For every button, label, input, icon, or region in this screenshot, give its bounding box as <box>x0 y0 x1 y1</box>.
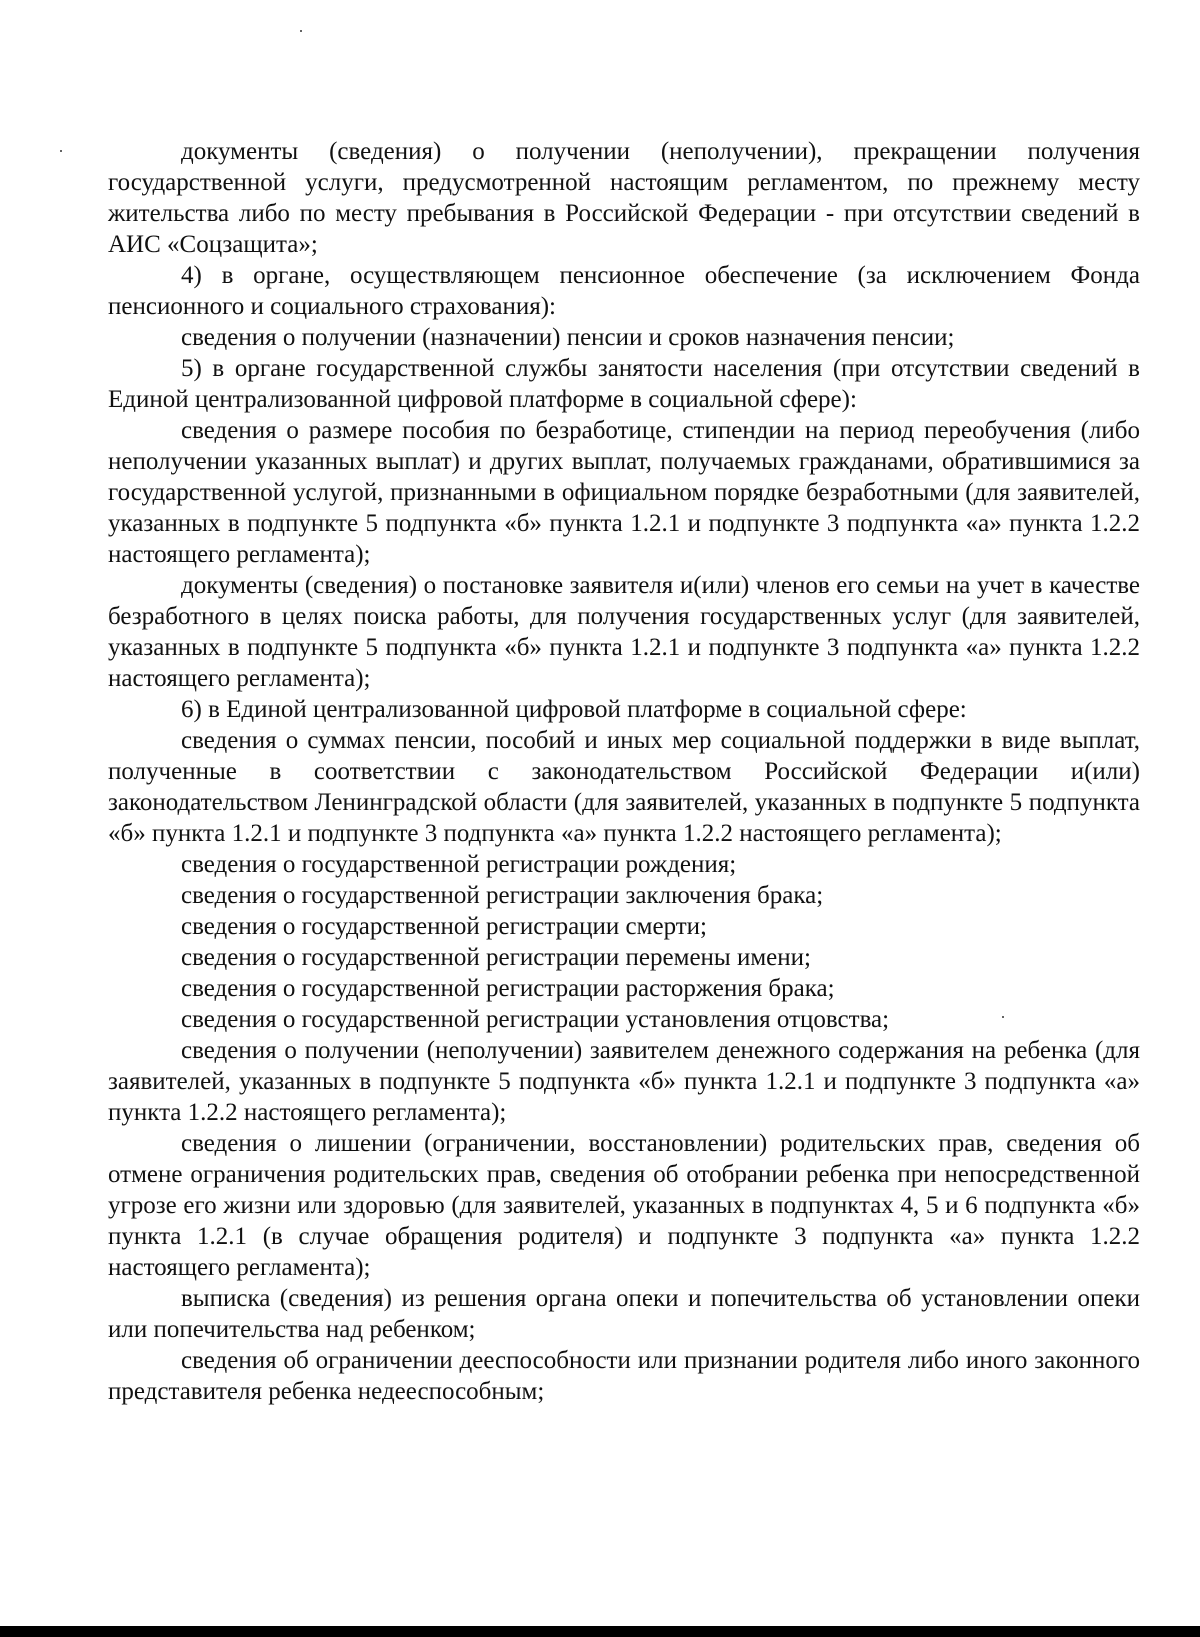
paragraph: сведения о государственной регистрации перемены имени; <box>181 944 811 971</box>
scan-speck <box>60 150 62 152</box>
paragraph: сведения об ограничении дееспособности или признании родителя либо иного законного представителя ребенка недееспособным; <box>108 1347 1140 1405</box>
paragraph: документы (сведения) о постановке заявителя и(или) членов его семьи на учет в качестве безработного в целях поиска работы, для получения государственных услуг (для заявителей, указанных в подпункте 5 подпункта «б» пункта 1.2.1 и подпункте 3 подпункта «а» пункта 1.2.2 настоящего регламента); <box>108 572 1140 692</box>
paragraph: сведения о лишении (ограничении, восстановлении) родительских прав, сведения об отмене ограничения родительских прав, сведения об отобрании ребенка при непосредственной угрозе его жизни или здоровью (для заявителей, указанных в подпунктах 4, 5 и 6 подпункта «б» пункта 1.2.1 (в случае обращения родителя) и подпункте 3 подпункта «а» пункта 1.2.2 настоящего регламента); <box>108 1130 1140 1281</box>
document-page <box>108 136 1140 1407</box>
paragraph: выписка (сведения) из решения органа опеки и попечительства об установлении опеки или попечительства над ребенком; <box>108 1285 1140 1343</box>
paragraph: сведения о получении (назначении) пенсии и сроков назначения пенсии; <box>181 324 955 351</box>
paragraph: документы (сведения) о получении (неполучении), прекращении получения государственной услуги, предусмотренной настоящим регламентом, по прежнему месту жительства либо по месту пребывания в Российской Федерации - при отсутствии сведений в АИС «Соцзащита»; <box>108 138 1140 258</box>
scan-speck <box>300 30 302 32</box>
paragraph: сведения о государственной регистрации заключения брака; <box>181 882 824 909</box>
paragraph: сведения о суммах пенсии, пособий и иных мер социальной поддержки в виде выплат, полученные в соответствии с законодательством Российской Федерации и(или) законодательством Ленинградской области (для заявителей, указанных в подпункте 5 подпункта «б» пункта 1.2.1 и подпункте 3 подпункта «а» пункта 1.2.2 настоящего регламента); <box>108 727 1140 847</box>
paragraph: сведения о государственной регистрации смерти; <box>181 913 707 940</box>
paragraph: 5) в органе государственной службы занятости населения (при отсутствии сведений в Единой централизованной цифровой платформе в социальной сфере): <box>108 355 1140 413</box>
scan-bottom-edge <box>0 1626 1200 1637</box>
paragraph: сведения о государственной регистрации расторжения брака; <box>181 975 835 1002</box>
paragraph: 4) в органе, осуществляющем пенсионное обеспечение (за исключением Фонда пенсионного и социального страхования): <box>108 262 1140 320</box>
paragraph: сведения о размере пособия по безработице, стипендии на период переобучения (либо неполучении указанных выплат) и других выплат, получаемых гражданами, обратившимися за государственной услугой, признанными в официальном порядке безработными (для заявителей, указанных в подпункте 5 подпункта «б» пункта 1.2.1 и подпункте 3 подпункта «а» пункта 1.2.2 настоящего регламента); <box>108 417 1140 568</box>
paragraph: сведения о получении (неполучении) заявителем денежного содержания на ребенка (для заявителей, указанных в подпункте 5 подпункта «б» пункта 1.2.1 и подпункте 3 подпункта «а» пункта 1.2.2 настоящего регламента); <box>108 1037 1140 1126</box>
paragraph: сведения о государственной регистрации рождения; <box>181 851 737 878</box>
paragraph: сведения о государственной регистрации установления отцовства; <box>181 1006 890 1033</box>
paragraph: 6) в Единой централизованной цифровой платформе в социальной сфере: <box>181 696 967 723</box>
